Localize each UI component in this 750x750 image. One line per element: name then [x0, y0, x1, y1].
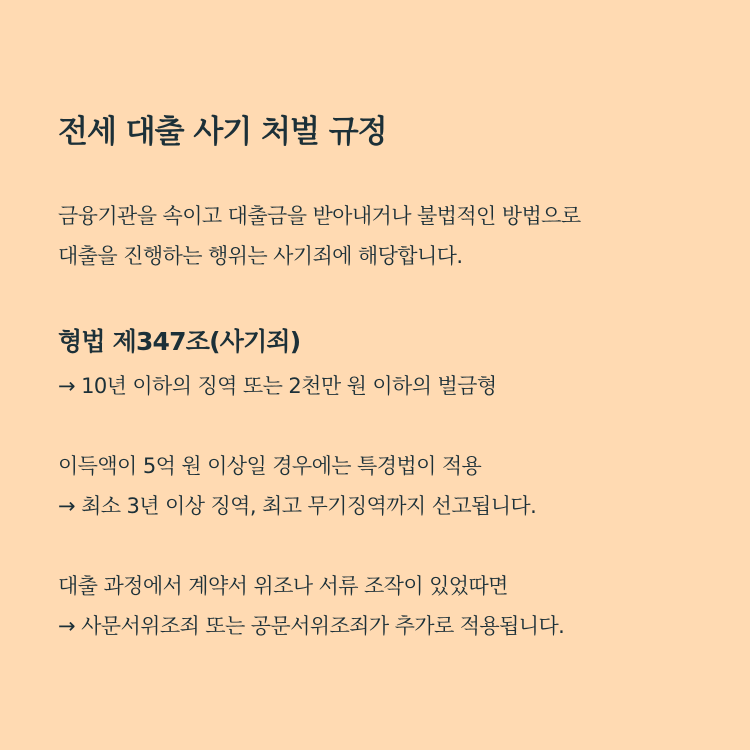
forgery-paragraph [58, 566, 564, 646]
special-law-line-1: 이득액이 5억 원 이상일 경우에는 특경법이 적용 [58, 454, 482, 478]
intro-line-1: 금융기관을 속이고 대출금을 받아내거나 불법적인 방법으로 [58, 204, 581, 228]
intro-paragraph [58, 196, 581, 276]
special-law-paragraph [58, 446, 536, 526]
page-title: 전세 대출 사기 처벌 규정 [58, 114, 387, 150]
forgery-line-2: → 사문서위조죄 또는 공문서위조죄가 추가로 적용됩니다. [58, 614, 565, 638]
law-penalty-line: → 10년 이하의 징역 또는 2천만 원 이하의 벌금형 [58, 374, 497, 398]
forgery-line-1: 대출 과정에서 계약서 위조나 서류 조작이 있었따면 [58, 574, 508, 598]
law-heading: 형법 제347조(사기죄) [58, 327, 301, 356]
law-penalty-paragraph [58, 366, 497, 406]
info-card [58, 0, 718, 750]
special-law-line-2: → 최소 3년 이상 징역, 최고 무기징역까지 선고됩니다. [58, 494, 537, 518]
intro-line-2: 대출을 진행하는 행위는 사기죄에 해당합니다. [58, 244, 463, 268]
